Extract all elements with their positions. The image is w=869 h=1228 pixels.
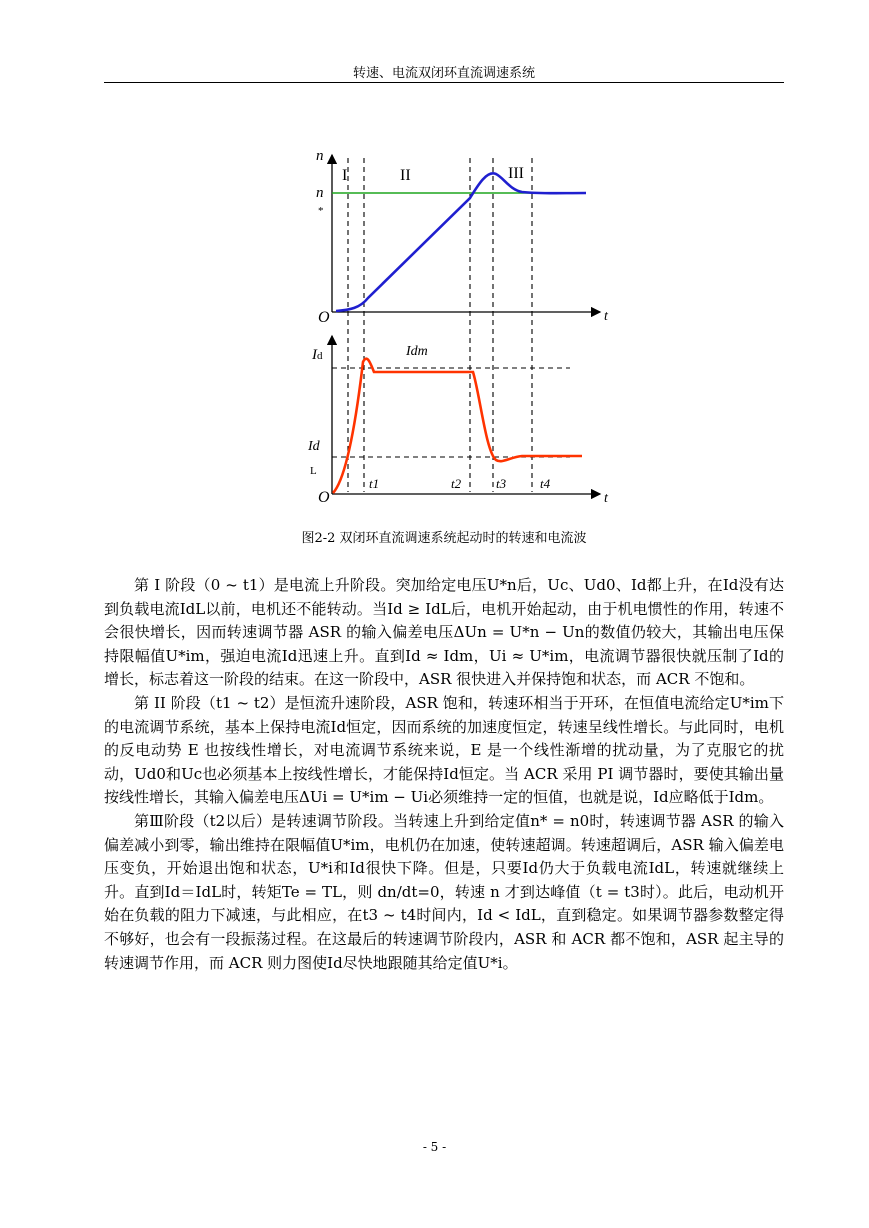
t4-label: t4	[540, 476, 551, 491]
top-origin-label: O	[318, 309, 330, 326]
running-header: 转速、电流双闭环直流调速系统	[352, 66, 535, 81]
figure-caption: 图2-2 双闭环直流调速系统起动时的转速和电流波	[301, 531, 587, 546]
bottom-time-axis-label: t	[604, 491, 608, 506]
ref-speed-label: n	[316, 185, 324, 201]
bottom-y-axis-label	[311, 347, 323, 363]
paragraph-stage-1: 第 I 阶段（0 ~ t1）是电流上升阶段。突加给定电压U*n后，Uc、Ud0、Id都上升，在Id没有达到负载电流IdL以前，电机还不能转动。当Id ≥ IdL后，电机开始起动，由于机电惯性的作用，转速不会很快增长，因而转速调节器 ASR 的输入偏差电压ΔUn = U*n − Un的数值仍较大，其输出电压保持限幅值U*im，强迫电流Id迅速上升。直到Id ≈ Idm，Ui ≈ U*im，电流调节器很快就压制了Id的增长，标志着这一阶段的结束。在这一阶段中，ASR 很快进入并保持饱和状态，而 ACR 不饱和。	[104, 576, 784, 689]
stage-1-label: I	[342, 167, 348, 184]
paragraph-stage-2: 第 II 阶段（t1 ~ t2）是恒流升速阶段，ASR 饱和，转速环相当于开环，在恒值电流给定U*im下的电流调节系统，基本上保持电流Id恒定，因而系统的加速度恒定，转速呈线性增长。与此同时，电机的反电动势 E 也按线性增长，对电流调节系统来说，E 是一个线性渐增的扰动量，为了克服它的扰动，Ud0和Uc也必须基本上按线性增长，才能保持Id恒定。当 ACR 采用 PI 调节器时，要使其输出量按线性增长，其输入偏差电压ΔUi = U*im − Ui必须维持一定的恒值，也就是说，Id应略低于Idm。	[104, 693, 784, 807]
top-time-axis-label: t	[604, 309, 608, 324]
paragraph-stage-3: 第Ⅲ阶段（t2以后）是转速调节阶段。当转速上升到给定值n* = n0时，转速调节器 ASR 的输入偏差减小到零，输出维持在限幅值U*im，电机仍在加速，使转速超调。转速超调后，ASR 输入偏差电压变负，开始退出饱和状态，U*i和Id很快下降。但是，只要Id仍大于负载电流IdL，转速就继续上升。直到Id＝IdL时，转矩Te = TL，则 dn/dt=0，转速 n 才到达峰值（t = t3时）。此后，电动机开始在负载的阻力下减速，与此相应，在t3 ~ t4时间内，Id < IdL，直到稳定。如果调节器参数整定得不够好，也会有一段振荡过程。在这最后的转速调节阶段内，ASR 和 ACR 都不饱和，ASR 起主导的转速调节作用，而 ACR 则力图使Id尽快地跟随其给定值U*i。	[104, 811, 784, 972]
startup-waveform-figure	[290, 140, 630, 510]
stage-3-label: III	[508, 165, 524, 182]
idl-label: Id	[308, 439, 320, 454]
t3-label: t3	[496, 476, 507, 491]
page-number: - 5 -	[422, 1140, 447, 1154]
stage-2-label: II	[400, 167, 411, 184]
bottom-y-axis-i: I	[312, 347, 317, 363]
idl-label-sub: L	[310, 465, 317, 477]
t1-label: t1	[369, 476, 380, 491]
header-rule	[104, 82, 784, 83]
bottom-origin-label: O	[318, 489, 330, 506]
bottom-y-axis-sub: d	[317, 350, 323, 362]
current-curve	[333, 359, 582, 493]
t2-label: t2	[451, 476, 462, 491]
top-y-axis-label: n	[316, 148, 324, 164]
speed-curve	[336, 173, 586, 311]
body-text	[104, 574, 784, 975]
idm-label: Idm	[406, 344, 428, 359]
ref-speed-star: *	[318, 205, 324, 217]
